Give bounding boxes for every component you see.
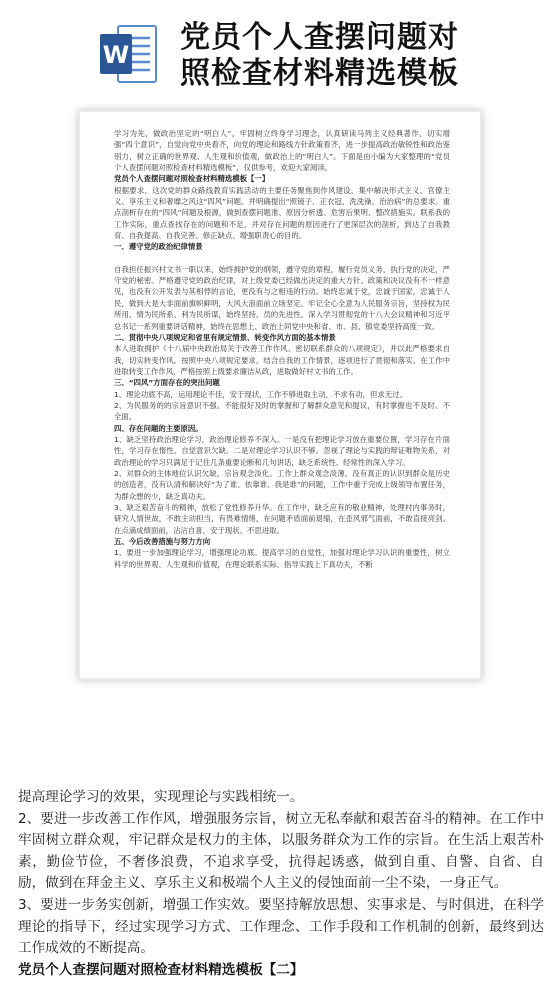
doc-paragraph: 2、为民服务的的宗旨意识不强。不能很好及时的掌握和了解群众意见和提议，有时掌握也不及时、不全面。 [114,400,450,422]
doc-paragraph: 1、要进一步加强理论学习，增强理论功底。提高学习的自觉性，加强对理论学习认识的重要性，树立科学的世界观、人生观和价值观，在理论联系实际、指导实践上下真功夫，不断 [114,548,450,569]
doc-paragraph: 1、理论功底不高，运用理论不佳，安于现状，工作不够进取主动，不求有功，但求无过。 [114,389,407,399]
doc-paragraph: 自我担任振兴村文书一职以来，始终拥护党的纲领，遵守党的章程，履行党员义务，执行党的决定，严守党的秘密。严格遵守党的政治纪律，对上级党委已经做出决定的重大方针、政策和决议没有不一样意见，也没有公开发表与其相悖的言论，更没有与之相违的行动。始终忠诚于党，忠诚于国家，忠诚于人民，做到大是大非面前旗帜鲜明，大风大浪面前立场坚定。牢记全心全意为人民服务宗旨，坚持权为民所用、情为民所系、利为民所谋，始终坚持、员的先进性。深入学习贯彻党的十八大会议精神和习近平总书记一系列重要讲话精神，始终在思想上、政治上同党中央和省、市、县、镇党委坚持高度一致。 [114,264,450,331]
body-paragraph: 2、要进一步改善工作作风，增强服务宗旨，树立无私奉献和艰苦奋斗的精神。在工作中牢固树立群众观，牢记群众是权力的主体，以服务群众为工作的宗旨。在生活上艰苦朴素，勤俭节俭，不奢侈浪费，不追求享受，抗得起诱惑，做到自重、自警、自省、自励，做到在拜金主义、享乐主义和极端个人主义的侵蚀面前一尘不染，一身正气。 [18,810,544,892]
doc-heading: 四、存在问题的主要原因。 [114,423,203,433]
page-title-line-2: 照检查材料精选模板 [180,56,459,91]
doc-paragraph: 本人进取拥护《十八届中央政治局关于改善工作作风、密切联系群众的八项规定》，并以此严格要求自我，切实转变作风。按照中央八项规定要求，结合自我的工作情景，逐项进行了贯彻和落实。在工作中进取转变工作作风，严格按照上级要求廉洁从政，进取做好村文书的工作。 [114,344,450,376]
page-title-line-1: 党员个人查摆问题对 [180,20,459,55]
word-icon-letter: W [102,41,130,69]
doc-paragraph: 3、缺乏艰苦奋斗的精神，放松了党性修养升华。在工作中，缺乏应有的敬业精神，处理村内事务时，研究人情世故，不敢主动担当，有畏难情绪，在问题矛盾面前退缩，在歪风邪气面前，不敢直接亮剑。在点滴成绩面前，沾沾自喜，安于现状、不思进取。 [114,503,450,535]
doc-paragraph: 1、缺乏坚持政治理论学习，政治理论修养不深入。一是没有把理论学习放在重要位置，学习存在片面性，学习存在惰性、自觉意识欠缺。二是对理论学习认识不够。忽视了理论与实践的辩证唯物关系，对政治理论的学习只满足于记住几条重要论断和几句讲话，缺乏系统性、经常性的深入学习。 [114,434,450,467]
body-heading: 党员个人查摆问题对照检查材料精选模板【二】 [18,961,304,978]
header [0,0,560,100]
doc-heading: 二、贯彻中央八项规定和省里有规定情景、转变作风方面的基本情景 [114,332,336,342]
document-continuation-text [18,787,544,978]
doc-heading: 党员个人查摆问题对照检查材料精选模板【一】 [114,174,270,184]
doc-paragraph: 学习为先，做政治坚定的“明白人”。牢固树立终身学习理念，认真研读马列主义经典著作，切实增强“四个意识”，自觉向党中央看齐，向党的理论和路线方针政策看齐，进一步提高政治敏锐性和政治鉴别力，树立正确的世界观、人生观和价值观，做政治上的“明白人”。下面是由小编为大家整理的“党员个人查摆问题对照检查材料精选模板”，仅供参考，欢迎大家阅读。 [114,129,450,173]
doc-heading: 三、“四风”方面存在的突出问题 [114,378,220,388]
body-paragraph: 3、要进一步务实创新，增强工作实效。要坚持解放思想、实事求是、与时俱进，在科学理论的指导下，经过实现学习方式、工作理念、工作手段和工作机制的创新，最终到达工作成效的不断提高。 [18,896,544,957]
body-paragraph: 提高理论学习的效果，实现理论与实践相统一。 [18,789,304,805]
page-title [180,20,550,92]
doc-paragraph: 2、对群众的主体地位认识欠缺，宗旨观念淡化。工作上群众观念淡薄，没有真正的认识到群众是历史的创造者，没有认清和解决好“为了谁、依靠谁、我是谁”的问题，工作中重于完成上级领导布置任务，为群众想的少，缺乏真功夫。 [114,468,450,501]
document-preview-page [80,112,480,678]
doc-heading: 五、今后改善措施与努力方向 [114,537,211,547]
document-preview-body [80,112,480,570]
word-document-icon [98,22,158,86]
doc-heading: 一、遵守党的政治纪律情景 [114,242,203,252]
doc-paragraph: 根据要求，这次党的群众路线教育实践活动的主要任务聚焦到作风建设，集中解决形式主义、官僚主义、享乐主义和奢靡之风这“四风”问题。并明确提出“照镜子、正衣冠、洗洗澡、治治病”的总要求。重点剖析存在的“四风”问题及根源，做到查摆问题准、原因分析透、危害后果明、整改措施实。联系我的工作实际，重点查找存在的问题和不足，并对存在问题的原因进行了更深层次的剖析，到达了自我教育、自我提高、自我完善、修正缺点、增强职责心的目的。 [114,185,450,241]
